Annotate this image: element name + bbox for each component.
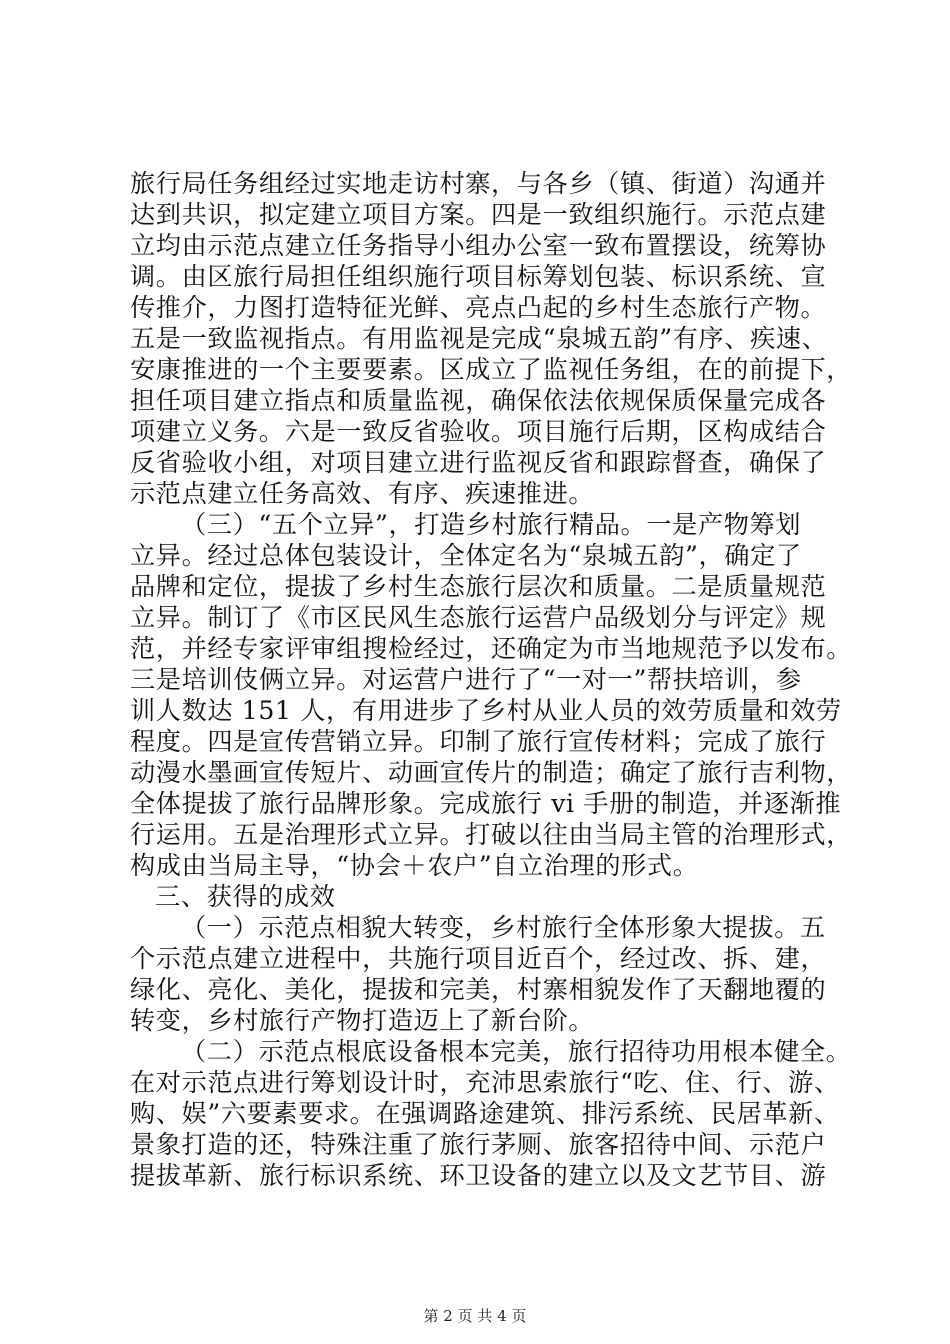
text-line: 绿化、亮化、美化，提拔和完美，村寨相貌发作了天翻地覆的 [130,975,827,1004]
text-line: 反省验收小组，对项目建立进行监视反省和跟踪督查，确保了 [130,448,827,477]
text-line: 动漫水墨画宣传短片、动画宣传片的制造；确定了旅行吉利物， [130,758,853,787]
text-line: 购、娱”六要素要求。在强调路途建筑、排污系统、民居革新、 [130,1099,840,1128]
text-line: 个示范点建立进程中，共施行项目近百个，经过改、拆、建， [130,944,827,973]
text-line: 立异。经过总体包装设计，全体定名为“泉城五韵”，确定了 [130,541,802,570]
text-line: 景象打造的还，特殊注重了旅行茅厕、旅客招待中间、示范户 [130,1130,827,1159]
text-line: 三、获得的成效 [155,882,336,911]
text-line: 提拔革新、旅行标识系统、环卫设备的建立以及文艺节目、游 [130,1161,827,1190]
text-line: 构成由当局主导，“协会＋农户”自立治理的形式。 [130,851,699,880]
text-line: 示范点建立任务高效、有序、疾速推进。 [130,479,595,508]
text-line: 达到共识，拟定建立项目方案。四是一致组织施行。示范点建 [130,200,827,229]
text-line: 转变，乡村旅行产物打造迈上了新台阶。 [130,1006,595,1035]
text-line: 程度。四是宣传营销立异。印制了旅行宣传材料；完成了旅行 [130,727,827,756]
text-line: （三）“五个立异”，打造乡村旅行精品。一是产物筹划 [181,510,802,539]
text-line: 行运用。五是治理形式立异。打破以往由当局主管的治理形式， [130,820,853,849]
page-footer: 第 2 页 共 4 页 [423,1307,527,1325]
text-line: 传推介，力图打造特征光鲜、亮点凸起的乡村生态旅行产物。 [130,293,827,322]
text-line: 全体提拔了旅行品牌形象。完成旅行 vi 手册的制造，并逐渐推 [130,789,842,818]
text-line: 担任项目建立指点和质量监视，确保依法依规保质保量完成各 [130,386,827,415]
text-line: 在对示范点进行筹划设计时，充沛思索旅行“吃、住、行、游、 [130,1068,840,1097]
text-line: （二）示范点根底设备根本完美，旅行招待功用根本健全。 [181,1037,852,1066]
text-line: 五是一致监视指点。有用监视是完成“泉城五韵”有序、疾速、 [130,324,828,353]
text-line: 调。由区旅行局担任组织施行项目标筹划包装、标识系统、宣 [130,262,827,291]
text-line: 范，并经专家评审组搜检经过，还确定为市当地规范予以发布。 [130,634,853,663]
text-line: 旅行局任务组经过实地走访村寨，与各乡（镇、街道）沟通并 [130,169,827,198]
body-text [130,168,853,1191]
text-line: 三是培训伎俩立异。对运营户进行了“一对一”帮扶培训，参 [130,665,802,694]
text-line: （一）示范点相貌大转变，乡村旅行全体形象大提拔。五 [181,913,826,942]
text-line: 品牌和定位，提拔了乡村生态旅行层次和质量。二是质量规范 [130,572,827,601]
text-line: 立异。制订了《市区民风生态旅行运营户品级划分与评定》规 [130,603,827,632]
text-line: 项建立义务。六是一致反省验收。项目施行后期，区构成结合 [130,417,827,446]
text-line: 立均由示范点建立任务指导小组办公室一致布置摆设，统筹协 [130,231,827,260]
text-line: 训人数达 151 人，有用进步了乡村从业人员的效劳质量和效劳 [130,696,842,725]
text-line: 安康推进的一个主要要素。区成立了监视任务组，在的前提下， [130,355,853,384]
